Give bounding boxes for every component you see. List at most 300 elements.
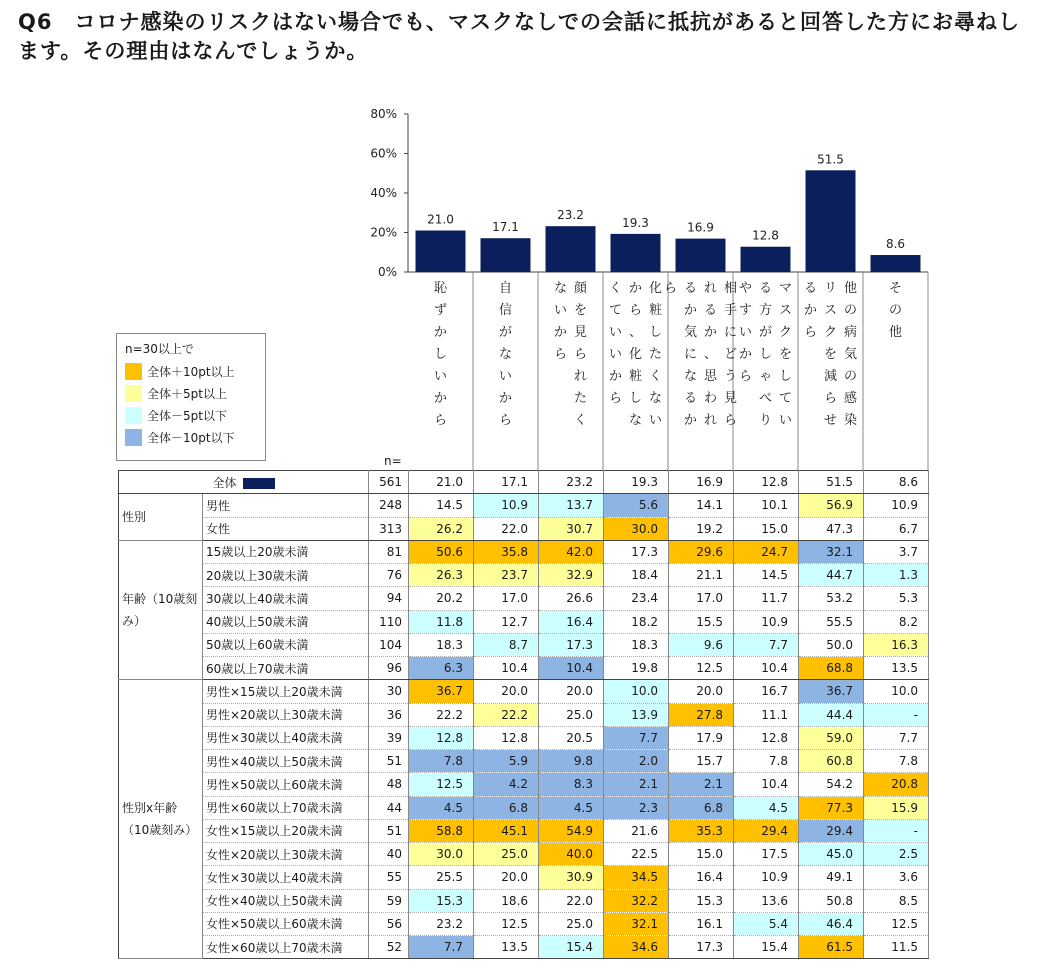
bar [806, 170, 856, 272]
category-label-char: る [683, 281, 698, 296]
table-row [119, 680, 929, 703]
category-label-char: ど [723, 347, 738, 362]
legend-item [125, 406, 227, 424]
table-row [119, 866, 929, 889]
category-label-char: か [683, 413, 698, 428]
n-cell: 561 [369, 471, 409, 494]
category-label-char: マ [778, 281, 793, 296]
category-label-char: る [703, 303, 718, 318]
category-label-char: い [553, 303, 568, 318]
category-label-char: ら [723, 413, 738, 428]
category-label-char: い [738, 325, 753, 340]
table-row [119, 843, 929, 866]
category-label-char: 信 [498, 303, 513, 318]
table-row-total [119, 471, 929, 494]
category-label-char: 気 [843, 347, 858, 362]
bar-value-label: 51.5 [817, 152, 844, 167]
n-cell: 59 [369, 889, 409, 912]
legend-swatch [125, 407, 142, 424]
category-label-char: ら [433, 413, 448, 428]
value-cell: 5.4 [734, 912, 799, 935]
row-label: 男性×50歳以上60歳未満 [203, 773, 369, 796]
n-cell: 36 [369, 703, 409, 726]
value-cell: 18.4 [604, 564, 669, 587]
value-cell: 17.1 [474, 471, 539, 494]
value-cell: 13.7 [539, 494, 604, 517]
category-label-char: を [573, 303, 588, 318]
value-cell: 4.2 [474, 773, 539, 796]
category-label-char: の [843, 303, 858, 318]
value-cell: 29.6 [669, 540, 734, 563]
value-cell: 45.1 [474, 819, 539, 842]
value-cell: 36.7 [799, 680, 864, 703]
n-cell: 44 [369, 796, 409, 819]
legend-label: 全体＋5pt以上 [147, 386, 227, 401]
category-label-char: 化 [628, 347, 643, 362]
category-label-char: 、 [628, 325, 643, 340]
category-label-char: 思 [703, 369, 718, 384]
table-row [119, 517, 929, 540]
value-cell: 25.0 [474, 843, 539, 866]
value-cell: 47.3 [799, 517, 864, 540]
legend-item [125, 362, 235, 380]
value-cell: 14.5 [734, 564, 799, 587]
value-cell: 10.4 [539, 657, 604, 680]
legend-label: 全体＋10pt以上 [147, 364, 235, 379]
category-label-char: ク [778, 325, 793, 340]
row-label: 男性×20歳以上30歳未満 [203, 703, 369, 726]
table-row [119, 889, 929, 912]
category-label-char: 粧 [648, 303, 663, 318]
category-label-char: べ [758, 391, 773, 406]
bar [416, 231, 466, 272]
value-cell: 6.3 [409, 657, 474, 680]
category-label-char: い [433, 369, 448, 384]
value-cell: 17.3 [539, 633, 604, 656]
row-label: 40歳以上50歳未満 [203, 610, 369, 633]
value-cell: 36.7 [409, 680, 474, 703]
value-cell: 51.5 [799, 471, 864, 494]
value-cell: 26.6 [539, 587, 604, 610]
category-label-char: か [683, 303, 698, 318]
category-label-char: い [498, 369, 513, 384]
value-cell: 50.0 [799, 633, 864, 656]
category-label-char: ス [823, 303, 838, 318]
value-cell: 17.3 [604, 540, 669, 563]
category-label-char: し [758, 347, 773, 362]
value-cell: 23.4 [604, 587, 669, 610]
row-label-text: 全体 [212, 475, 237, 490]
category-label-char: く [648, 369, 663, 384]
value-cell: 5.3 [864, 587, 929, 610]
legend-title: n=30以上で [125, 342, 194, 356]
bar-value-label: 17.1 [492, 220, 519, 235]
table-row [119, 610, 929, 633]
value-cell: - [864, 703, 929, 726]
category-label-char: り [758, 413, 773, 428]
value-cell: 11.8 [409, 610, 474, 633]
value-cell: 15.5 [669, 610, 734, 633]
legend-label: 全体－10pt以下 [147, 430, 235, 445]
category-label-char: か [628, 281, 643, 296]
value-cell: 2.3 [604, 796, 669, 819]
value-cell: 2.5 [864, 843, 929, 866]
value-cell: 34.5 [604, 866, 669, 889]
value-cell: 12.8 [474, 726, 539, 749]
value-cell: 12.5 [669, 657, 734, 680]
value-cell: 18.2 [604, 610, 669, 633]
value-cell: 24.7 [734, 540, 799, 563]
value-cell: 55.5 [799, 610, 864, 633]
category-label-char: 減 [823, 369, 838, 384]
bar [871, 255, 921, 272]
value-cell: 9.8 [539, 750, 604, 773]
value-cell: 26.2 [409, 517, 474, 540]
category-label-char: く [608, 281, 623, 296]
row-label: 50歳以上60歳未満 [203, 633, 369, 656]
value-cell: 60.8 [799, 750, 864, 773]
value-cell: 27.8 [669, 703, 734, 726]
value-cell: 44.7 [799, 564, 864, 587]
row-label: 女性×15歳以上20歳未満 [203, 819, 369, 842]
value-cell: 18.3 [604, 633, 669, 656]
category-label-char: く [573, 413, 588, 428]
value-cell: 7.8 [409, 750, 474, 773]
category-label-char: な [648, 391, 663, 406]
value-cell: 19.3 [604, 471, 669, 494]
category-label-char: 他 [888, 325, 903, 340]
category-label-char: ス [778, 303, 793, 318]
bar [676, 239, 726, 272]
category-label-char: か [433, 391, 448, 406]
value-cell: 32.1 [604, 912, 669, 935]
value-cell: 32.2 [604, 889, 669, 912]
value-cell: 16.7 [734, 680, 799, 703]
chart-legend [116, 333, 266, 461]
value-cell: 2.0 [604, 750, 669, 773]
category-label-char: か [608, 369, 623, 384]
value-cell: 12.7 [474, 610, 539, 633]
value-cell: 2.1 [604, 773, 669, 796]
value-cell: 30.7 [539, 517, 604, 540]
category-label-char: 気 [683, 325, 698, 340]
value-cell: 50.6 [409, 540, 474, 563]
value-cell: 25.5 [409, 866, 474, 889]
value-cell: 16.1 [669, 912, 734, 935]
value-cell: 15.0 [669, 843, 734, 866]
value-cell: 8.3 [539, 773, 604, 796]
row-label [119, 471, 369, 494]
category-label-char: な [553, 281, 568, 296]
value-cell: 22.5 [604, 843, 669, 866]
n-cell: 48 [369, 773, 409, 796]
value-cell: 17.3 [669, 936, 734, 959]
row-label: 女性×20歳以上30歳未満 [203, 843, 369, 866]
value-cell: 21.1 [669, 564, 734, 587]
category-label-char: か [433, 325, 448, 340]
category-label-char: リ [823, 281, 838, 296]
category-label-char: 恥 [433, 281, 448, 296]
category-label-char: 顔 [573, 281, 588, 296]
value-cell: - [864, 819, 929, 842]
category-label-char: か [498, 391, 513, 406]
row-label: 20歳以上30歳未満 [203, 564, 369, 587]
value-cell: 14.5 [409, 494, 474, 517]
value-cell: 6.7 [864, 517, 929, 540]
category-label-char: な [628, 413, 643, 428]
value-cell: 30.9 [539, 866, 604, 889]
category-label-char: て [778, 391, 793, 406]
value-cell: 17.5 [734, 843, 799, 866]
value-cell: 10.4 [734, 657, 799, 680]
category-label-char: ら [663, 281, 678, 296]
value-cell: 14.1 [669, 494, 734, 517]
value-cell: 45.0 [799, 843, 864, 866]
legend-item [125, 428, 235, 446]
value-cell: 7.7 [734, 633, 799, 656]
category-label-char: ず [433, 303, 448, 318]
value-cell: 11.7 [734, 587, 799, 610]
value-cell: 17.9 [669, 726, 734, 749]
n-cell: 55 [369, 866, 409, 889]
value-cell: 50.8 [799, 889, 864, 912]
category-label-char: 手 [723, 303, 738, 318]
value-cell: 20.8 [864, 773, 929, 796]
category-label-char: 見 [723, 391, 738, 406]
value-cell: 21.0 [409, 471, 474, 494]
value-cell: 20.0 [669, 680, 734, 703]
bar-value-label: 12.8 [752, 228, 779, 243]
category-label-char: し [628, 391, 643, 406]
value-cell: 13.9 [604, 703, 669, 726]
category-label-char: 感 [843, 391, 858, 406]
row-label: 60歳以上70歳未満 [203, 657, 369, 680]
category-label-char: し [433, 347, 448, 362]
legend-swatch [125, 363, 142, 380]
table-row [119, 750, 929, 773]
category-label-char: や [738, 281, 753, 296]
table-row [119, 540, 929, 563]
value-cell: 15.4 [734, 936, 799, 959]
value-cell: 5.9 [474, 750, 539, 773]
value-cell: 20.0 [474, 866, 539, 889]
value-cell: 12.5 [474, 912, 539, 935]
n-cell: 313 [369, 517, 409, 540]
n-cell: 81 [369, 540, 409, 563]
value-cell: 8.5 [864, 889, 929, 912]
value-cell: 10.9 [864, 494, 929, 517]
n-cell: 104 [369, 633, 409, 656]
value-cell: 10.9 [474, 494, 539, 517]
category-label-char: 化 [648, 281, 663, 296]
category-label-char: 見 [573, 325, 588, 340]
crosstab-table [118, 470, 929, 959]
value-cell: 59.0 [799, 726, 864, 749]
bar [546, 226, 596, 272]
value-cell: 16.9 [669, 471, 734, 494]
category-label-char: た [573, 391, 588, 406]
category-label-char: れ [573, 369, 588, 384]
value-cell: 13.5 [474, 936, 539, 959]
category-label-char: れ [703, 413, 718, 428]
n-cell: 248 [369, 494, 409, 517]
y-tick-label: 40% [370, 186, 397, 200]
value-cell: 2.1 [669, 773, 734, 796]
category-label-char: か [738, 347, 753, 362]
value-cell: 20.5 [539, 726, 604, 749]
value-cell: 35.8 [474, 540, 539, 563]
value-cell: 68.8 [799, 657, 864, 680]
y-tick-label: 20% [370, 225, 397, 240]
category-label-char: そ [888, 281, 903, 296]
value-cell: 61.5 [799, 936, 864, 959]
value-cell: 29.4 [734, 819, 799, 842]
table-row [119, 912, 929, 935]
value-cell: 15.9 [864, 796, 929, 819]
category-label-char: て [608, 303, 623, 318]
value-cell: 25.0 [539, 703, 604, 726]
category-label-char: 他 [843, 281, 858, 296]
category-label-char: ク [823, 325, 838, 340]
bar-value-label: 21.0 [427, 212, 454, 227]
category-label-char: し [778, 369, 793, 384]
value-cell: 56.9 [799, 494, 864, 517]
value-cell: 10.9 [734, 866, 799, 889]
category-label-char: る [758, 281, 773, 296]
table-row [119, 819, 929, 842]
n-cell: 52 [369, 936, 409, 959]
n-cell: 40 [369, 843, 409, 866]
value-cell: 15.7 [669, 750, 734, 773]
bar [481, 238, 531, 272]
value-cell: 30.0 [409, 843, 474, 866]
value-cell: 46.4 [799, 912, 864, 935]
category-label-char: ら [498, 413, 513, 428]
category-label-char: れ [703, 281, 718, 296]
value-cell: 10.4 [734, 773, 799, 796]
table-row [119, 657, 929, 680]
row-label: 男性×30歳以上40歳未満 [203, 726, 369, 749]
value-cell: 20.0 [539, 680, 604, 703]
value-cell: 15.3 [409, 889, 474, 912]
value-cell: 15.0 [734, 517, 799, 540]
row-label: 男性 [203, 494, 369, 517]
bar [611, 234, 661, 272]
value-cell: 34.6 [604, 936, 669, 959]
category-label-char: が [498, 325, 513, 340]
row-label: 女性×30歳以上40歳未満 [203, 866, 369, 889]
value-cell: 3.7 [864, 540, 929, 563]
value-cell: 44.4 [799, 703, 864, 726]
value-cell: 15.4 [539, 936, 604, 959]
category-label-char: 粧 [628, 369, 643, 384]
value-cell: 8.6 [864, 471, 929, 494]
value-cell: 54.2 [799, 773, 864, 796]
value-cell: 17.0 [669, 587, 734, 610]
category-label-char: せ [823, 413, 838, 428]
category-label-char: た [648, 347, 663, 362]
legend-item [125, 384, 227, 402]
value-cell: 4.5 [734, 796, 799, 819]
value-cell: 16.4 [539, 610, 604, 633]
value-cell: 7.7 [409, 936, 474, 959]
category-label-char: ら [628, 303, 643, 318]
row-label: 女性×50歳以上60歳未満 [203, 912, 369, 935]
category-label-char: わ [703, 391, 718, 406]
value-cell: 11.5 [864, 936, 929, 959]
value-cell: 21.6 [604, 819, 669, 842]
table-row [119, 633, 929, 656]
value-cell: 77.3 [799, 796, 864, 819]
value-cell: 19.2 [669, 517, 734, 540]
value-cell: 6.8 [474, 796, 539, 819]
n-cell: 51 [369, 819, 409, 842]
value-cell: 20.2 [409, 587, 474, 610]
value-cell: 3.6 [864, 866, 929, 889]
value-cell: 11.1 [734, 703, 799, 726]
table-row [119, 773, 929, 796]
value-cell: 53.2 [799, 587, 864, 610]
value-cell: 18.6 [474, 889, 539, 912]
category-label-char: う [723, 369, 738, 384]
category-label-char: に [683, 347, 698, 362]
category-label-char: の [843, 369, 858, 384]
table-row [119, 564, 929, 587]
value-cell: 13.5 [864, 657, 929, 680]
category-label-char: ら [608, 391, 623, 406]
category-label-char: な [683, 369, 698, 384]
value-cell: 35.3 [669, 819, 734, 842]
row-label: 男性×15歳以上20歳未満 [203, 680, 369, 703]
category-label-char: る [683, 391, 698, 406]
category-label-char: ら [803, 325, 818, 340]
category-label-char: す [738, 303, 753, 318]
n-cell: 110 [369, 610, 409, 633]
legend-label: 全体－5pt以下 [147, 408, 227, 423]
table-row [119, 796, 929, 819]
category-label-char: 染 [843, 413, 858, 428]
category-label-char: 自 [498, 281, 513, 296]
n-cell: 56 [369, 912, 409, 935]
value-cell: 18.3 [409, 633, 474, 656]
category-label-char: ら [553, 347, 568, 362]
value-cell: 10.0 [604, 680, 669, 703]
row-label: 15歳以上20歳未満 [203, 540, 369, 563]
value-cell: 10.0 [864, 680, 929, 703]
value-cell: 32.9 [539, 564, 604, 587]
n-cell: 51 [369, 750, 409, 773]
value-cell: 16.3 [864, 633, 929, 656]
value-cell: 23.2 [409, 912, 474, 935]
value-cell: 22.2 [474, 703, 539, 726]
category-label-char: か [553, 325, 568, 340]
value-cell: 12.8 [734, 471, 799, 494]
category-label-char: を [823, 347, 838, 362]
table-row [119, 726, 929, 749]
value-cell: 13.6 [734, 889, 799, 912]
value-cell: 42.0 [539, 540, 604, 563]
category-label-char: ら [823, 391, 838, 406]
row-label: 女性×40歳以上50歳未満 [203, 889, 369, 912]
category-label-char: い [608, 325, 623, 340]
bar-value-label: 16.9 [687, 220, 714, 235]
value-cell: 22.2 [409, 703, 474, 726]
n-cell: 76 [369, 564, 409, 587]
value-cell: 12.8 [734, 726, 799, 749]
group-label: 性別 [119, 494, 203, 541]
value-cell: 22.0 [539, 889, 604, 912]
value-cell: 10.9 [734, 610, 799, 633]
